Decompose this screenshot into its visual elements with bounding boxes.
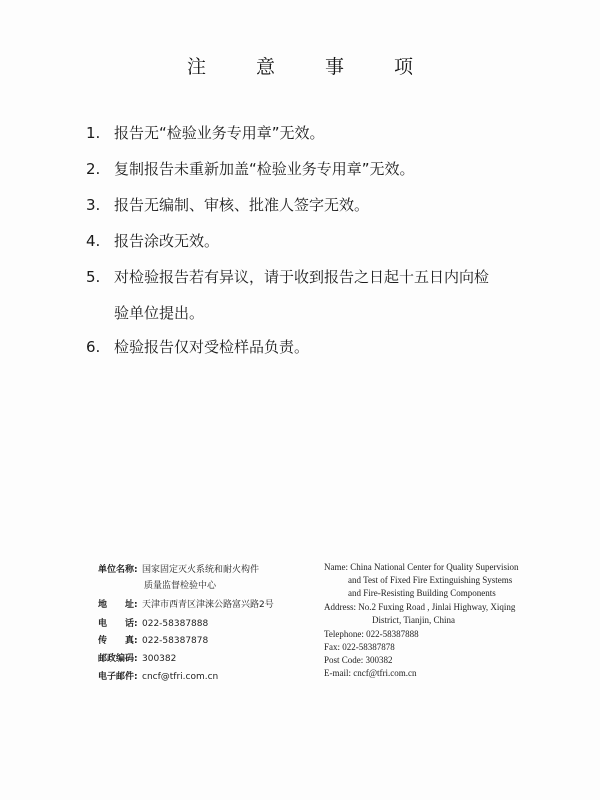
name-line-1: Name: China National Center for Quality Supervision	[324, 562, 519, 572]
name-line-3: and Fire-Resisting Building Components	[348, 588, 496, 598]
unit-name-value-line2: 质量监督检验中心	[144, 581, 217, 591]
address-row	[98, 597, 274, 610]
fax-label: 传 真:	[98, 636, 138, 646]
address-line-2: District, Tianjin, China	[372, 615, 456, 625]
notice-text: 报告无“检验业务专用章”无效。	[114, 124, 325, 142]
email-line: E-mail: cncf@tfri.com.cn	[324, 668, 417, 678]
notice-number: 5.	[86, 268, 101, 286]
name-line-2: and Test of Fixed Fire Extinguishing Systems	[348, 575, 513, 585]
notice-item	[86, 122, 325, 143]
notice-item	[86, 336, 309, 357]
notice-text: 检验报告仅对受检样品负责。	[114, 338, 310, 356]
notice-text: 对检验报告若有异议，请于收到报告之日起十五日内向检	[114, 268, 490, 286]
fax-value: 022-58387878	[142, 636, 209, 646]
notice-text: 复制报告未重新加盖“检验业务专用章”无效。	[114, 160, 415, 178]
page-title: 注 意 事 项	[186, 56, 436, 78]
postcode-label: 邮政编码:	[98, 654, 138, 664]
telephone-line: Telephone: 022-58387888	[324, 629, 419, 639]
notice-item	[86, 230, 219, 251]
notice-number: 3.	[86, 196, 101, 214]
telephone-value: 022-58387888	[142, 619, 209, 629]
telephone-row	[98, 616, 208, 629]
notice-item	[86, 194, 369, 215]
fax-line: Fax: 022-58387878	[324, 642, 395, 652]
fax-row	[98, 633, 208, 646]
postcode-row	[98, 651, 176, 664]
notice-item	[86, 266, 489, 287]
address-value: 天津市西青区津淶公路富兴路2号	[142, 600, 274, 610]
postcode-value: 300382	[142, 654, 177, 664]
notice-number: 4.	[86, 232, 101, 250]
notice-number: 2.	[86, 160, 101, 178]
postcode-line: Post Code: 300382	[324, 655, 393, 665]
notice-number: 6.	[86, 338, 101, 356]
notice-text: 报告涂改无效。	[114, 232, 220, 250]
unit-name-value: 国家固定灭火系统和耐火构件	[142, 565, 260, 575]
unit-name-row	[98, 562, 259, 575]
notice-item	[86, 158, 415, 179]
notice-text: 报告无编制、审核、批准人签字无效。	[114, 196, 370, 214]
address-label: 地 址:	[98, 600, 138, 610]
notice-continuation: 验单位提出。	[114, 304, 205, 322]
email-value: cncf@tfri.com.cn	[142, 672, 219, 682]
email-row	[98, 669, 218, 682]
email-label: 电子邮件:	[98, 672, 138, 682]
notice-number: 1.	[86, 124, 101, 142]
unit-name-label: 单位名称:	[98, 565, 138, 575]
address-line-1: Address: No.2 Fuxing Road , Jinlai Highway, Xiqing	[324, 602, 516, 612]
telephone-label: 电 话:	[98, 619, 138, 629]
